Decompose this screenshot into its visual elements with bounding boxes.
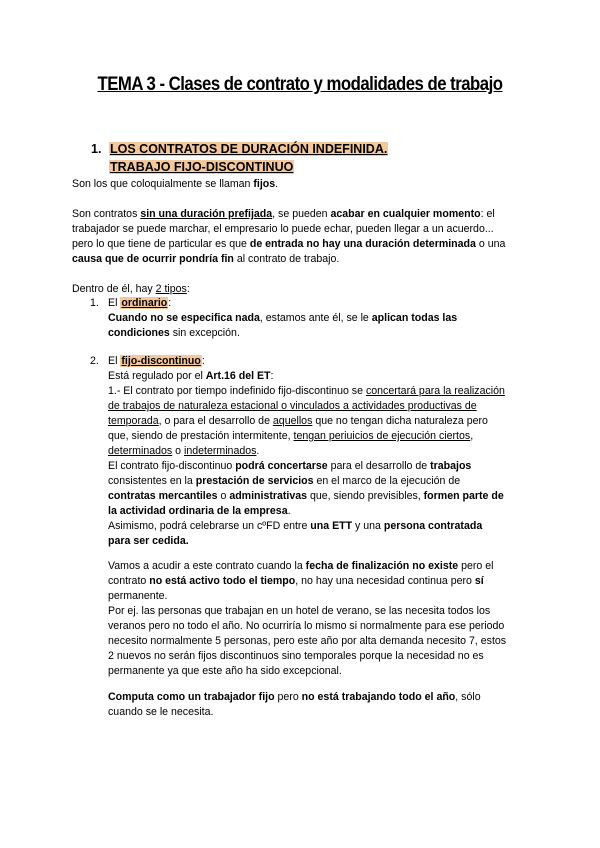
paragraph-usage: Vamos a acudir a este contrato cuando la fecha de finalización no existe pero el contrato no está activo todo el tiempo, no hay una necesidad continua pero sí permanente. Por ej. las personas que trabajan en un hotel de verano, se las necesita todos los veranos pero no todo el año. No ocurriría lo mismo si normalmente para ese periodo necesito normalmente 5 personas, pero este año por alta demanda necesito 7, estos 2 nuevos no serán fijos discontinuos sino temporales porque la necesidad no es permanente ya que este año ha sido excepcional. <box>108 560 507 677</box>
intro-paragraph-2: Son contratos sin una duración prefijada, se pueden acabar en cualquier momento: el trabajador se puede marchar, el empresario lo puede echar, pueden llegar a un acuerdo... pero lo que tiene de particular es que de entrada no hay una duración determinada o una causa que de ocurrir pondría fin al contrato de trabajo. <box>72 208 506 265</box>
list-item-1-number: 1. <box>90 297 99 309</box>
list-item-1: El ordinario: Cuando no se especifica nada, estamos ante él, se le aplican todas las condiciones sin excepción. <box>108 297 458 339</box>
page-title: TEMA 3 - Clases de contrato y modalidades de trabajo <box>97 73 503 95</box>
section-heading <box>91 140 388 176</box>
section-number: 1. <box>91 142 102 156</box>
intro-paragraph-3: Dentro de él, hay 2 tipos: <box>72 283 190 295</box>
section-heading-line-1: LOS CONTRATOS DE DURACIÓN INDEFINIDA. <box>110 142 388 156</box>
paragraph-computa: Computa como un trabajador fijo pero no está trabajando todo el año, sólo cuando se le necesita. <box>108 691 481 718</box>
list-item-2-number: 2. <box>90 355 99 367</box>
section-heading-line-2: TRABAJO FIJO-DISCONTINUO <box>110 160 294 174</box>
intro-paragraph-1: Son los que coloquialmente se llaman fijos. <box>72 178 279 190</box>
list-item-2: El fijo-discontinuo: Está regulado por el Art.16 del ET: 1.- El contrato por tiempo indefinido fijo-discontinuo se concertará para la realización de trabajos de naturaleza estacional o vinculados a actividades productivas de temporada, o para el desarrollo de aquellos que no tengan dicha naturaleza pero que, siendo de prestación intermitente, tengan periuicios de ejecución ciertos, determinados o indeterminados. El contrato fijo-discontinuo podrá concertarse para el desarrollo de trabajos consistentes en la prestación de servicios en el marco de la ejecución de contratas mercantiles o administrativas que, siendo previsibles, formen parte de la actividad ordinaria de la empresa. Asimismo, podrá celebrarse un cºFD entre una ETT y una persona contratada para ser cedida. <box>108 355 505 547</box>
